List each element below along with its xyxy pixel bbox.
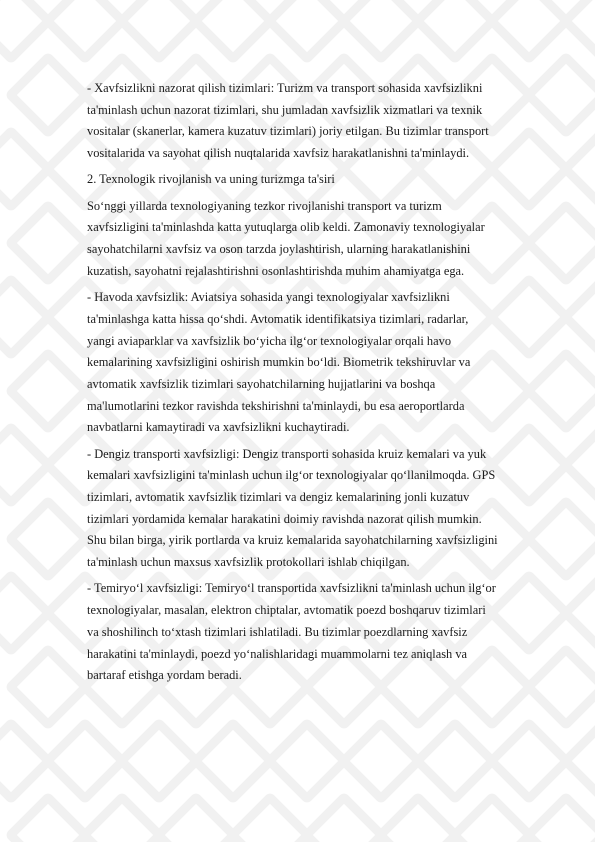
text-line: navbatlarni kamaytiradi va xavfsizlikni kuchaytiradi. [87,420,350,435]
text-line: tizimlari yordamida kemalar harakatini doimiy ravishda nazorat qilish mumkin. [87,511,482,526]
paragraph-rail-safety [87,578,557,687]
text-line: vositalar (skanerlar, kamera kuzatuv tizimlari) joriy etilgan. Bu tizimlar transport [87,124,489,139]
text-line: sayohatchilarni xavfsiz va oson tarzda joylashtirish, ularning harakatlanishini [87,242,471,257]
watermark-diamond [485,717,573,805]
watermark-diamond [115,717,203,805]
watermark-diamond [448,791,536,842]
text-line: - Havoda xavfsizlik: Aviatsiya sohasida yangi texnologiyalar xavfsizlikni [87,290,450,305]
watermark-diamond [263,0,351,65]
watermark-diamond [4,347,92,435]
watermark-diamond [226,791,314,842]
text-line: avtomatik xavfsizlik tizimlari sayohatchilarning hujjatlarini va boshqa [87,376,436,391]
watermark-diamond [411,717,499,805]
text-line: va shoshilinch to‘xtash tizimlari ishlatiladi. Bu tizimlar poezdlarning xavfsiz [87,624,468,639]
text-line: xavfsizligini ta'minlashda katta yutuqlarga olib keldi. Zamonaviy texnologiyalar [87,220,485,235]
watermark-diamond [0,717,55,805]
watermark-diamond [485,0,573,65]
text-line: yangi aviaparklar va xavfsizlik bo‘yicha ilg‘or texnologiyalar orqali havo [87,333,452,348]
watermark-diamond [337,0,425,65]
watermark-diamond [0,125,55,213]
text-line: ta'minlashga katta hissa qo‘shdi. Avtomatik identifikatsiya tizimlari, radarlar, [87,311,469,326]
watermark-diamond [4,643,92,731]
text-line: ta'minlash uchun nazorat tizimlari, shu jumladan xavfsizlik xizmatlari va texnik [87,102,483,117]
paragraph-security-control [87,78,557,165]
watermark-diamond [189,717,277,805]
watermark-diamond [0,421,55,509]
watermark-diamond [559,717,595,805]
text-line: kemalari xavfsizligini ta'minlash uchun ilg‘or texnologiyalar qo‘llanilmoqda. GPS [87,468,496,483]
text-line: - Dengiz transporti xavfsizligi: Dengiz transporti sohasida kruiz kemalari va yuk [87,446,487,461]
watermark-diamond [4,199,92,287]
watermark-diamond [41,717,129,805]
text-line: ta'minlash uchun maxsus xavfsizlik protokollari ishlab chiqilgan. [87,555,410,570]
watermark-diamond [0,273,55,361]
text-line: So‘nggi yillarda texnologiyaning tezkor rivojlanishi transport va turizm [87,198,442,213]
text-line: ma'lumotlarini tezkor ravishda tekshirishni ta'minlaydi, bu esa aeroportlarda [87,398,465,413]
watermark-diamond [559,273,595,361]
watermark-diamond [41,0,129,65]
watermark-diamond [337,717,425,805]
watermark-diamond [152,791,240,842]
text-line: vositalarida va sayohat qilish nuqtalarida xavfsiz harakatlanishni ta'minlaydi. [87,146,470,161]
text-line: Shu bilan birga, yirik portlarda va kruiz kemalarida sayohatchilarning xavfsizligini [87,533,498,548]
text-line: kemalarining xavfsizligini oshirish mumkin bo‘ldi. Biometrik tekshiruvlar va [87,355,471,370]
watermark-diamond [559,421,595,509]
watermark-diamond [522,791,595,842]
watermark-diamond [4,495,92,583]
watermark-diamond [559,125,595,213]
watermark-diamond [4,791,92,842]
text-line: bartaraf etishga yordam beradi. [87,668,242,683]
watermark-diamond [4,51,92,139]
watermark-diamond [189,0,277,65]
text-line: harakatini ta'minlaydi, poezd yo‘nalishlaridagi muammolarni tez aniqlash va [87,646,468,661]
watermark-diamond [115,0,203,65]
watermark-diamond [559,0,595,65]
document-page [87,78,557,692]
watermark-diamond [0,0,55,65]
watermark-diamond [263,717,351,805]
watermark-diamond [300,791,388,842]
text-line: - Temiryo‘l xavfsizligi: Temiryo‘l transportida xavfsizlikni ta'minlash uchun ilg‘or [87,581,496,596]
watermark-diamond [0,569,55,657]
text-line: kuzatish, sayohatni rejalashtirishni osonlashtirishda muhim ahamiyatga ega. [87,263,465,278]
watermark-diamond [374,791,462,842]
section-heading [87,169,557,191]
paragraph-tech-intro [87,196,557,283]
paragraph-air-safety [87,287,557,439]
text-line: texnologiyalar, masalan, elektron chiptalar, avtomatik poezd boshqaruv tizimlari [87,603,486,618]
heading-text: 2. Texnologik rivojlanish va uning turizmga ta'siri [87,172,335,187]
paragraph-sea-safety [87,444,557,574]
watermark-diamond [559,569,595,657]
watermark-diamond [78,791,166,842]
text-line: tizimlari, avtomatik xavfsizlik tizimlari va dengiz kemalarining jonli kuzatuv [87,490,470,505]
watermark-diamond [411,0,499,65]
text-line: - Xavfsizlikni nazorat qilish tizimlari: Turizm va transport sohasida xavfsizlikni [87,81,483,95]
